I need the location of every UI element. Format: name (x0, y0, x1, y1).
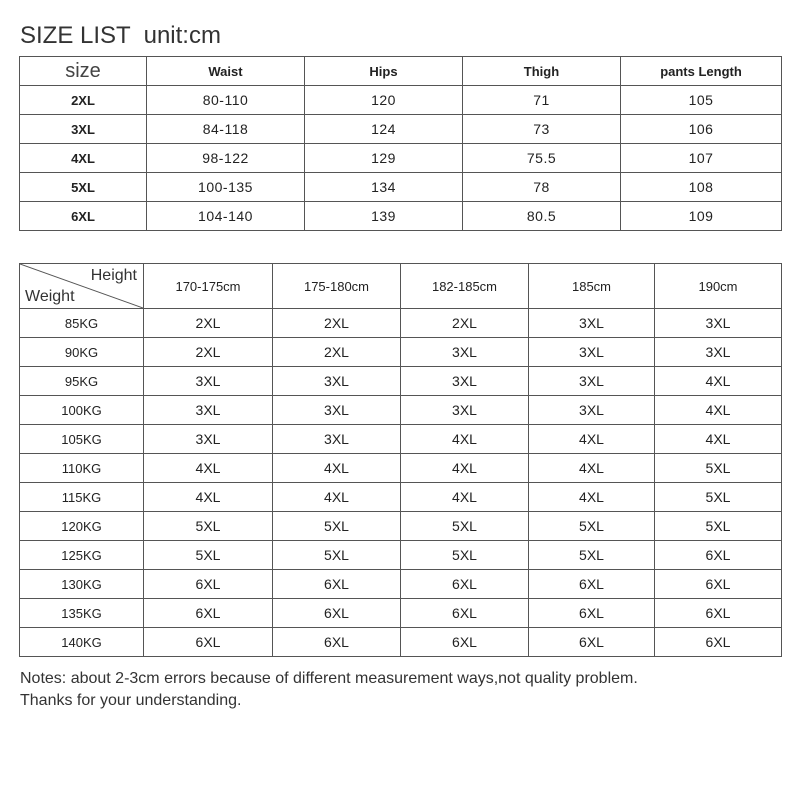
measurement-cell: 106 (621, 115, 782, 144)
size-cell: 4XL (529, 454, 655, 483)
table-row (20, 367, 782, 396)
weight-label-cell: 120KG (20, 512, 144, 541)
table-row (20, 425, 782, 454)
table-row (20, 86, 782, 115)
size-cell: 4XL (401, 483, 529, 512)
height-label: Height (90, 267, 137, 284)
size-label-cell: 2XL (20, 86, 147, 115)
size-cell: 3XL (655, 309, 782, 338)
height-column-header: 185cm (529, 264, 655, 309)
size-column-header: size (20, 57, 147, 86)
size-cell: 6XL (655, 628, 782, 657)
size-cell: 4XL (529, 425, 655, 454)
size-cell: 6XL (655, 599, 782, 628)
page-title: SIZE LIST unit:cm (20, 22, 221, 49)
size-cell: 5XL (144, 512, 273, 541)
size-cell: 4XL (529, 483, 655, 512)
weight-label-cell: 100KG (20, 396, 144, 425)
measurement-cell: 73 (463, 115, 621, 144)
measurement-cell: 107 (621, 144, 782, 173)
measurement-cell: 80.5 (463, 202, 621, 231)
table-row (20, 454, 782, 483)
weight-label-cell: 110KG (20, 454, 144, 483)
size-cell: 2XL (273, 309, 401, 338)
weight-label-cell: 105KG (20, 425, 144, 454)
size-cell: 4XL (273, 483, 401, 512)
size-cell: 3XL (273, 425, 401, 454)
waist-column-header: Waist (147, 57, 305, 86)
table-row (20, 483, 782, 512)
table-row (20, 202, 782, 231)
table-row (20, 599, 782, 628)
size-label-cell: 5XL (20, 173, 147, 202)
size-cell: 2XL (144, 338, 273, 367)
table-row (20, 512, 782, 541)
table-row (20, 541, 782, 570)
weight-label-cell: 90KG (20, 338, 144, 367)
weight-label-cell: 130KG (20, 570, 144, 599)
table-row (20, 396, 782, 425)
size-cell: 4XL (144, 454, 273, 483)
thigh-column-header: Thigh (463, 57, 621, 86)
size-cell: 5XL (655, 483, 782, 512)
height-weight-corner-cell (20, 264, 144, 309)
measurement-cell: 109 (621, 202, 782, 231)
size-cell: 5XL (401, 541, 529, 570)
size-cell: 6XL (655, 570, 782, 599)
size-cell: 5XL (273, 512, 401, 541)
measurement-cell: 139 (305, 202, 463, 231)
notes (20, 668, 638, 712)
table-row (20, 173, 782, 202)
height-column-header: 170-175cm (144, 264, 273, 309)
size-cell: 3XL (144, 367, 273, 396)
size-cell: 2XL (401, 309, 529, 338)
size-cell: 3XL (401, 367, 529, 396)
size-label-cell: 4XL (20, 144, 147, 173)
height-column-header: 175-180cm (273, 264, 401, 309)
size-cell: 3XL (529, 309, 655, 338)
size-cell: 5XL (655, 512, 782, 541)
size-cell: 3XL (401, 396, 529, 425)
size-measurement-table (19, 56, 782, 231)
measurement-cell: 98-122 (147, 144, 305, 173)
size-cell: 3XL (273, 396, 401, 425)
size-cell: 6XL (529, 570, 655, 599)
size-cell: 3XL (144, 425, 273, 454)
measurement-cell: 134 (305, 173, 463, 202)
size-cell: 6XL (273, 599, 401, 628)
measurement-cell: 124 (305, 115, 463, 144)
weight-label-cell: 125KG (20, 541, 144, 570)
size-cell: 2XL (273, 338, 401, 367)
measurement-cell: 120 (305, 86, 463, 115)
height-column-header: 182-185cm (401, 264, 529, 309)
measurement-cell: 78 (463, 173, 621, 202)
table-row (20, 309, 782, 338)
size-cell: 2XL (144, 309, 273, 338)
weight-label-cell: 140KG (20, 628, 144, 657)
size-cell: 5XL (273, 541, 401, 570)
size-cell: 6XL (529, 628, 655, 657)
size-cell: 3XL (273, 367, 401, 396)
size-cell: 5XL (655, 454, 782, 483)
size-cell: 5XL (529, 512, 655, 541)
size-cell: 4XL (655, 396, 782, 425)
table-row (20, 144, 782, 173)
pants-length-column-header: pants Length (621, 57, 782, 86)
weight-table-header-row (20, 264, 782, 309)
size-cell: 3XL (401, 338, 529, 367)
size-cell: 5XL (401, 512, 529, 541)
size-cell: 6XL (273, 628, 401, 657)
weight-label-cell: 95KG (20, 367, 144, 396)
size-cell: 6XL (401, 628, 529, 657)
table-row (20, 570, 782, 599)
size-table-header-row (20, 57, 782, 86)
weight-label: Weight (25, 288, 75, 305)
size-label-cell: 3XL (20, 115, 147, 144)
table-row (20, 628, 782, 657)
size-cell: 6XL (401, 570, 529, 599)
size-cell: 6XL (144, 628, 273, 657)
size-cell: 4XL (401, 454, 529, 483)
size-cell: 6XL (144, 570, 273, 599)
weight-label-cell: 115KG (20, 483, 144, 512)
notes-line: Notes: about 2-3cm errors because of different measurement ways,not quality problem. (20, 670, 638, 687)
size-cell: 5XL (529, 541, 655, 570)
notes-line: Thanks for your understanding. (20, 692, 242, 709)
size-cell: 3XL (529, 396, 655, 425)
size-cell: 5XL (144, 541, 273, 570)
measurement-cell: 80-110 (147, 86, 305, 115)
size-cell: 6XL (273, 570, 401, 599)
size-cell: 4XL (144, 483, 273, 512)
weight-label-cell: 85KG (20, 309, 144, 338)
size-cell: 4XL (655, 425, 782, 454)
size-cell: 6XL (655, 541, 782, 570)
measurement-cell: 104-140 (147, 202, 305, 231)
measurement-cell: 100-135 (147, 173, 305, 202)
measurement-cell: 105 (621, 86, 782, 115)
size-cell: 4XL (273, 454, 401, 483)
height-column-header: 190cm (655, 264, 782, 309)
hips-column-header: Hips (305, 57, 463, 86)
size-cell: 4XL (401, 425, 529, 454)
measurement-cell: 71 (463, 86, 621, 115)
measurement-cell: 84-118 (147, 115, 305, 144)
weight-label-cell: 135KG (20, 599, 144, 628)
measurement-cell: 108 (621, 173, 782, 202)
size-cell: 3XL (529, 367, 655, 396)
size-cell: 6XL (529, 599, 655, 628)
size-cell: 3XL (655, 338, 782, 367)
measurement-cell: 75.5 (463, 144, 621, 173)
measurement-cell: 129 (305, 144, 463, 173)
size-label-cell: 6XL (20, 202, 147, 231)
size-cell: 4XL (655, 367, 782, 396)
size-cell: 6XL (401, 599, 529, 628)
size-cell: 3XL (529, 338, 655, 367)
size-cell: 6XL (144, 599, 273, 628)
table-row (20, 338, 782, 367)
size-cell: 3XL (144, 396, 273, 425)
table-row (20, 115, 782, 144)
weight-height-size-table (19, 263, 782, 657)
